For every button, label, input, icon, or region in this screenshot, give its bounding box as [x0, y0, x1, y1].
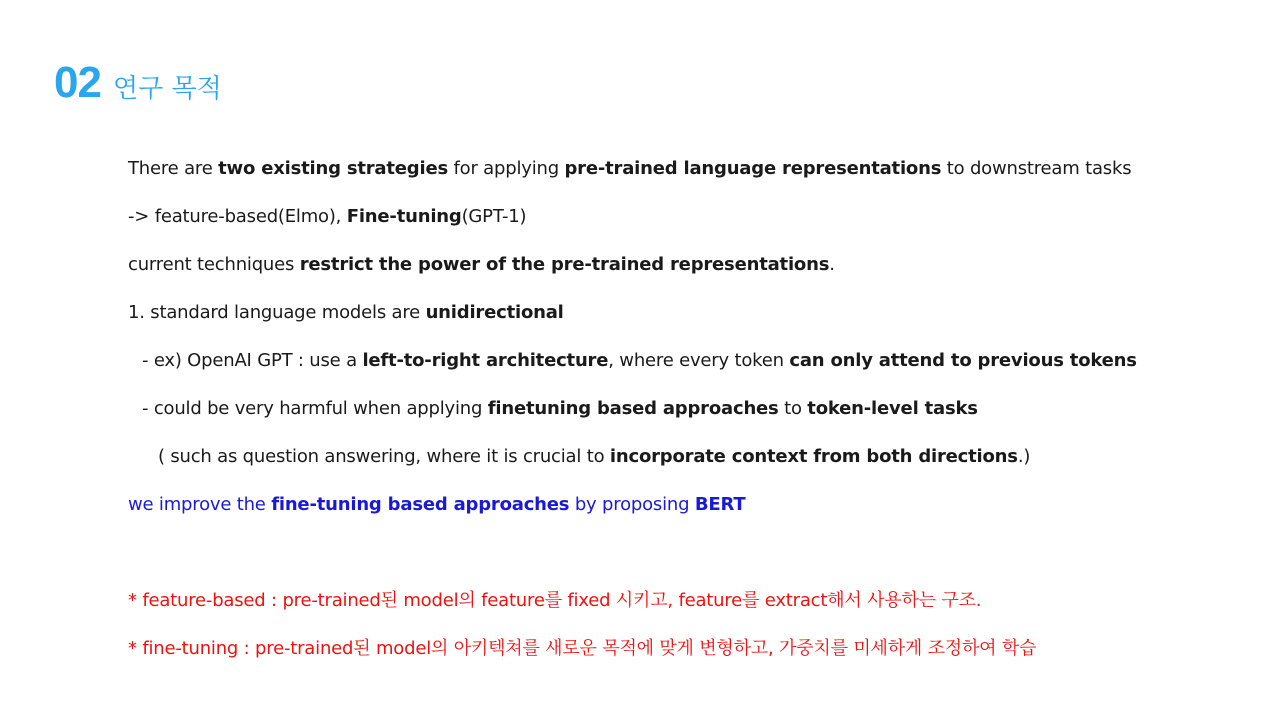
- emphasis-text: left-to-right architecture: [362, 350, 609, 371]
- emphasis-text: incorporate context from both directions: [609, 446, 1018, 467]
- section-number: 02: [54, 58, 101, 107]
- emphasis-text: two existing strategies: [218, 158, 448, 179]
- emphasis-text: finetuning based approaches: [487, 398, 779, 419]
- emphasis-text: Fine-tuning: [346, 206, 462, 227]
- section-title: 연구 목적: [112, 74, 222, 104]
- feature-based-note: * feature-based : pre-trained된 model의 feature를 fixed 시키고, feature를 extract해서 사용하는 구조.: [128, 590, 982, 611]
- emphasis-text: pre-trained language representations: [564, 158, 942, 179]
- fine-tuning-note: * fine-tuning : pre-trained된 model의 아키텍쳐를 새로운 목적에 맞게 변형하고, 가중치를 미세하게 조정하여 학습: [128, 638, 1037, 659]
- text-segment: 1. standard language models are: [128, 302, 426, 323]
- text-segment: by proposing: [569, 494, 695, 515]
- gpt-example-line: [142, 349, 1137, 373]
- text-segment: ( such as question answering, where it is crucial to: [158, 446, 610, 467]
- emphasis-text: BERT: [694, 494, 746, 515]
- strategies-line: [128, 157, 1131, 181]
- strategy-examples-line: [128, 205, 526, 229]
- text-segment: to: [778, 398, 808, 419]
- text-segment: current techniques: [128, 254, 300, 275]
- emphasis-text: restrict the power of the pre-trained representations: [299, 254, 830, 275]
- slide-header: [54, 58, 222, 108]
- text-segment: .): [1017, 446, 1031, 467]
- emphasis-text: token-level tasks: [807, 398, 978, 419]
- text-segment: we improve the: [128, 494, 272, 515]
- unidirectional-line: [128, 301, 564, 325]
- text-segment: (GPT-1): [461, 206, 527, 227]
- text-segment: .: [829, 254, 835, 275]
- text-segment: for applying: [447, 158, 565, 179]
- emphasis-text: fine-tuning based approaches: [271, 494, 570, 515]
- text-segment: -> feature-based(Elmo),: [128, 206, 347, 227]
- restriction-line: [128, 253, 835, 277]
- bert-proposal-line: [128, 493, 745, 517]
- emphasis-text: unidirectional: [425, 302, 564, 323]
- text-segment: to downstream tasks: [941, 158, 1132, 179]
- text-segment: , where every token: [608, 350, 790, 371]
- text-segment: - ex) OpenAI GPT : use a: [142, 350, 363, 371]
- harmful-line: [142, 397, 978, 421]
- emphasis-text: can only attend to previous tokens: [789, 350, 1137, 371]
- text-segment: - could be very harmful when applying: [142, 398, 488, 419]
- question-answering-line: [158, 445, 1030, 469]
- text-segment: There are: [128, 158, 219, 179]
